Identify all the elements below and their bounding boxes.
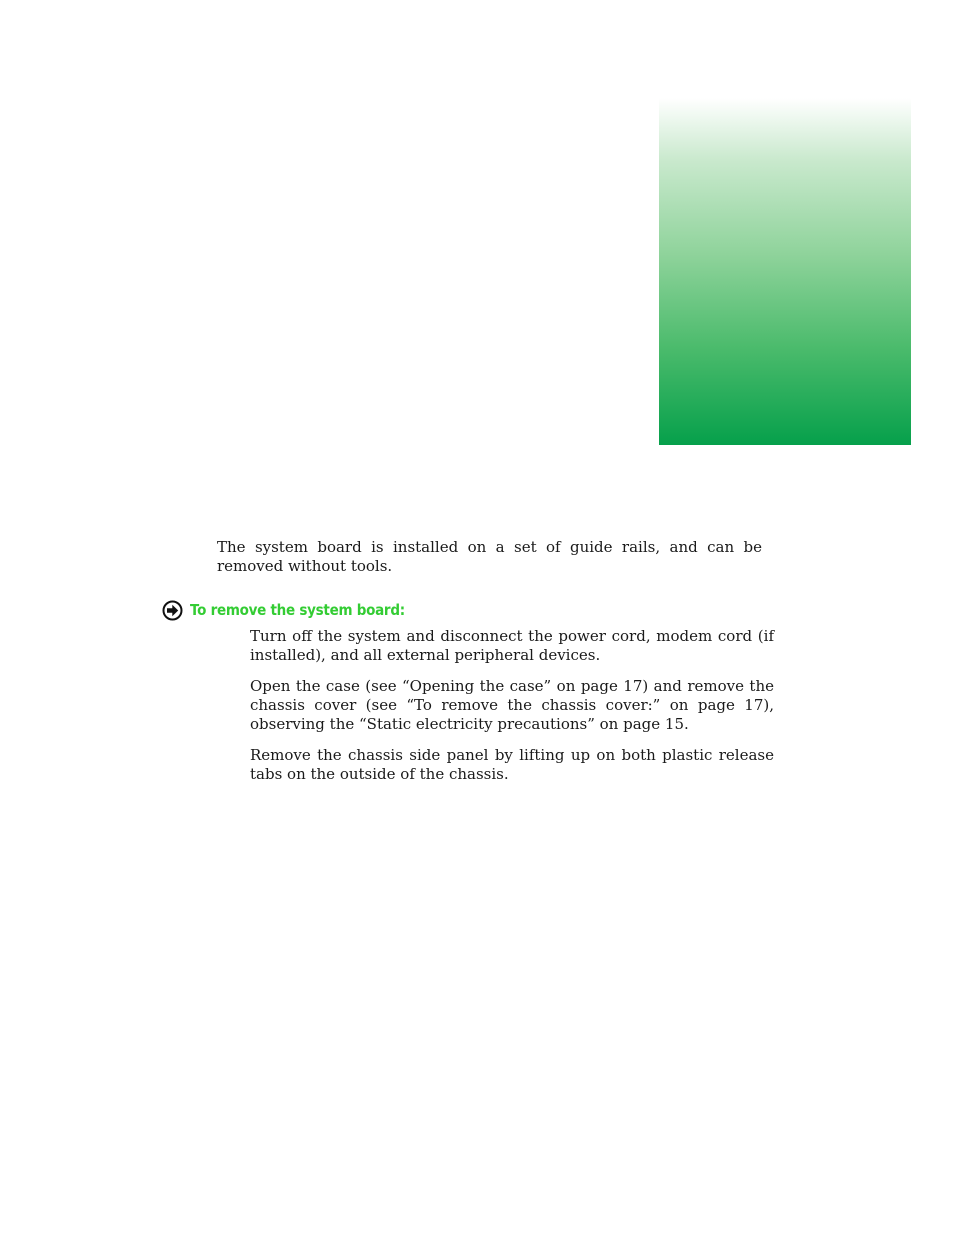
intro-paragraph: The system board is installed on a set of guide rails, and can be removed without tools. — [217, 538, 762, 575]
procedure-step: Remove the chassis side panel by lifting up on both plastic release tabs on the outside of the chassis. — [250, 746, 774, 783]
procedure-step: Turn off the system and disconnect the power cord, modem cord (if installed), and all external peripheral devices. — [250, 627, 774, 664]
procedure-section — [162, 599, 782, 796]
chapter-tab-gradient — [659, 98, 911, 445]
procedure-title: To remove the system board: — [190, 601, 405, 619]
procedure-steps — [162, 627, 782, 784]
arrow-right-circle-icon — [162, 600, 183, 621]
procedure-step: Open the case (see “Opening the case” on page 17) and remove the chassis cover (see “To remove the chassis cover:” on page 17), observing the “Static electricity precautions” on page 15. — [250, 677, 774, 733]
procedure-heading — [162, 599, 782, 621]
